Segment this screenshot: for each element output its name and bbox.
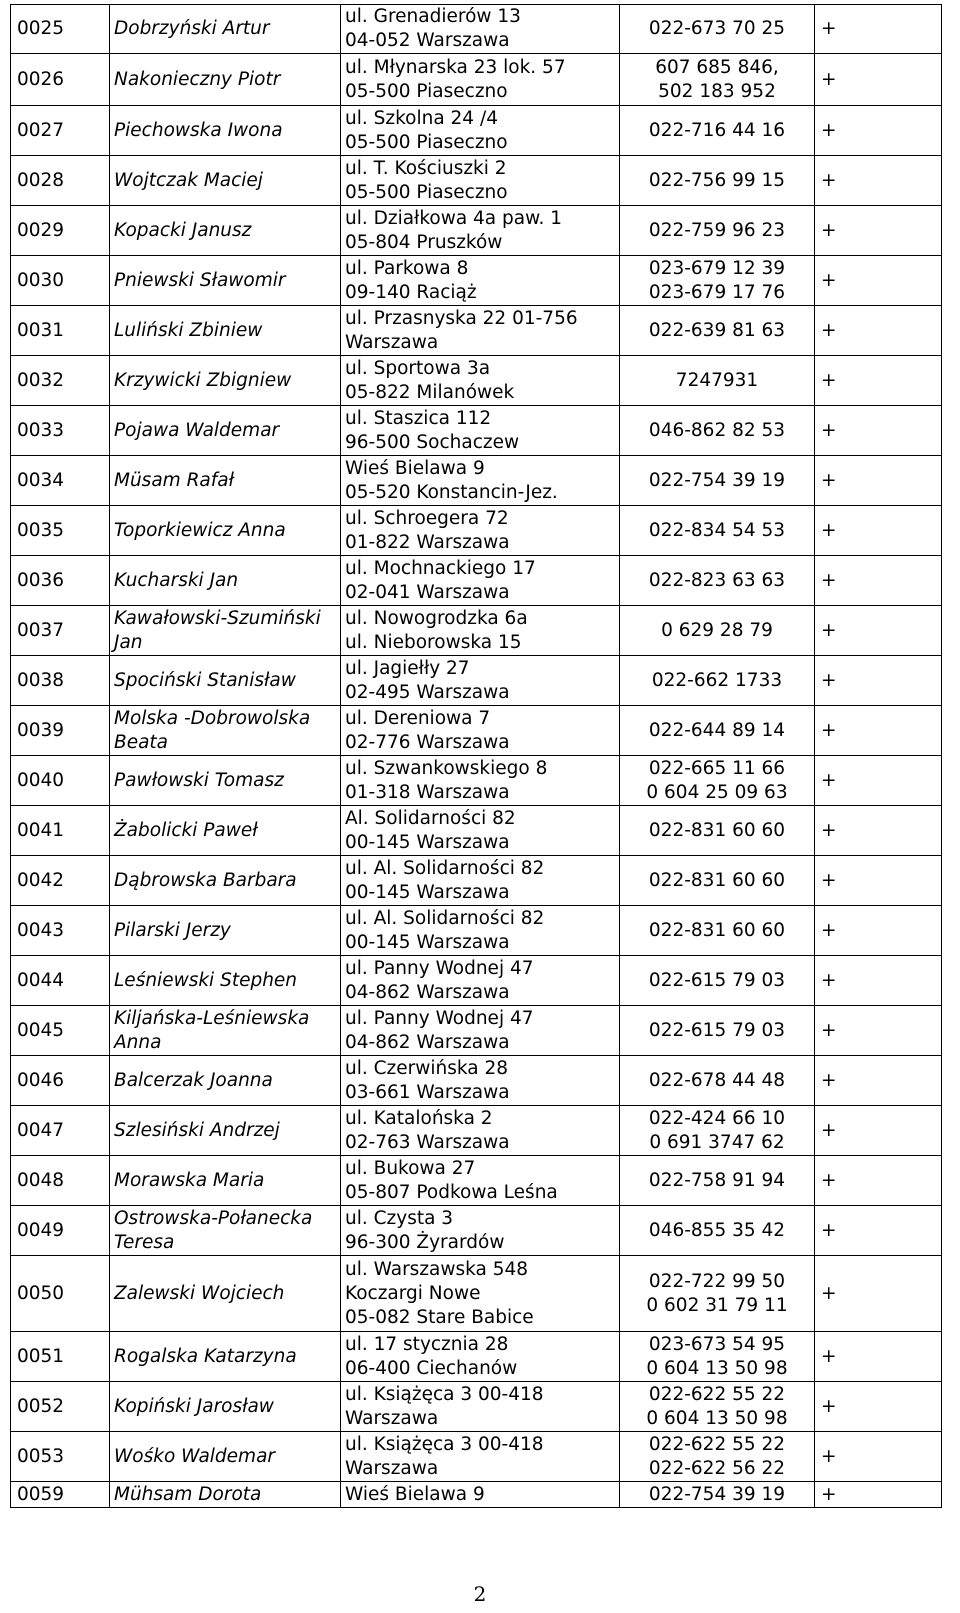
member-phone: 046-862 82 53	[620, 406, 815, 456]
table-row	[11, 1256, 942, 1332]
member-name: Pilarski Jerzy	[110, 906, 341, 956]
table-row	[11, 706, 942, 756]
member-address: ul. Staszica 112 96-500 Sochaczew	[341, 406, 620, 456]
table-row	[11, 806, 942, 856]
row-number: 0045	[11, 1006, 110, 1056]
member-address: Wieś Bielawa 9	[341, 1482, 620, 1508]
row-number: 0036	[11, 556, 110, 606]
member-name: Spociński Stanisław	[110, 656, 341, 706]
member-phone: 022-622 55 22 0 604 13 50 98	[620, 1382, 815, 1432]
member-mark: +	[815, 1382, 942, 1432]
member-phone: 022-644 89 14	[620, 706, 815, 756]
member-mark: +	[815, 706, 942, 756]
table-row	[11, 306, 942, 356]
table-row	[11, 906, 942, 956]
member-name: Zalewski Wojciech	[110, 1256, 341, 1332]
member-address: ul. Mochnackiego 17 02-041 Warszawa	[341, 556, 620, 606]
member-phone: 023-679 12 39 023-679 17 76	[620, 256, 815, 306]
member-mark: +	[815, 1106, 942, 1156]
member-mark: +	[815, 106, 942, 156]
row-number: 0059	[11, 1482, 110, 1508]
member-name: Rogalska Katarzyna	[110, 1332, 341, 1382]
member-name: Pojawa Waldemar	[110, 406, 341, 456]
member-address: Al. Solidarności 82 00-145 Warszawa	[341, 806, 620, 856]
member-address: ul. Al. Solidarności 82 00-145 Warszawa	[341, 906, 620, 956]
member-address: ul. Parkowa 8 09-140 Raciąż	[341, 256, 620, 306]
member-name: Szlesiński Andrzej	[110, 1106, 341, 1156]
member-phone: 022-722 99 50 0 602 31 79 11	[620, 1256, 815, 1332]
member-phone: 022-831 60 60	[620, 806, 815, 856]
table-row	[11, 656, 942, 706]
table-row	[11, 106, 942, 156]
member-phone: 022-756 99 15	[620, 156, 815, 206]
row-number: 0030	[11, 256, 110, 306]
row-number: 0043	[11, 906, 110, 956]
table-row	[11, 1382, 942, 1432]
member-phone: 022-673 70 25	[620, 5, 815, 54]
member-mark: +	[815, 806, 942, 856]
member-mark: +	[815, 1056, 942, 1106]
member-address: ul. Katalońska 2 02-763 Warszawa	[341, 1106, 620, 1156]
member-name: Müsam Rafał	[110, 456, 341, 506]
row-number: 0034	[11, 456, 110, 506]
row-number: 0047	[11, 1106, 110, 1156]
row-number: 0025	[11, 5, 110, 54]
member-address: ul. Szwankowskiego 8 01-318 Warszawa	[341, 756, 620, 806]
member-address: ul. Młynarska 23 lok. 57 05-500 Piaseczno	[341, 54, 620, 106]
member-list-document	[10, 4, 942, 1508]
member-address: ul. Dereniowa 7 02-776 Warszawa	[341, 706, 620, 756]
row-number: 0051	[11, 1332, 110, 1382]
member-mark: +	[815, 256, 942, 306]
table-row	[11, 356, 942, 406]
row-number: 0028	[11, 156, 110, 206]
table-row	[11, 206, 942, 256]
member-address: ul. Sportowa 3a 05-822 Milanówek	[341, 356, 620, 406]
member-name: Kiljańska-Leśniewska Anna	[110, 1006, 341, 1056]
member-mark: +	[815, 906, 942, 956]
member-mark: +	[815, 306, 942, 356]
member-name: Krzywicki Zbigniew	[110, 356, 341, 406]
row-number: 0048	[11, 1156, 110, 1206]
table-row	[11, 1206, 942, 1256]
member-mark: +	[815, 956, 942, 1006]
member-address: ul. Bukowa 27 05-807 Podkowa Leśna	[341, 1156, 620, 1206]
member-name: Balcerzak Joanna	[110, 1056, 341, 1106]
member-mark: +	[815, 1432, 942, 1482]
member-address: ul. Nowogrodzka 6a ul. Nieborowska 15	[341, 606, 620, 656]
member-mark: +	[815, 206, 942, 256]
member-name: Ostrowska-Połanecka Teresa	[110, 1206, 341, 1256]
member-mark: +	[815, 756, 942, 806]
row-number: 0029	[11, 206, 110, 256]
member-phone: 022-424 66 10 0 691 3747 62	[620, 1106, 815, 1156]
member-phone: 022-639 81 63	[620, 306, 815, 356]
member-name: Dąbrowska Barbara	[110, 856, 341, 906]
member-mark: +	[815, 606, 942, 656]
member-address: ul. Przasnyska 22 01-756 Warszawa	[341, 306, 620, 356]
member-address: ul. Książęca 3 00-418 Warszawa	[341, 1432, 620, 1482]
member-phone: 0 629 28 79	[620, 606, 815, 656]
member-address: ul. Książęca 3 00-418 Warszawa	[341, 1382, 620, 1432]
member-address: ul. T. Kościuszki 2 05-500 Piaseczno	[341, 156, 620, 206]
member-name: Nakonieczny Piotr	[110, 54, 341, 106]
row-number: 0052	[11, 1382, 110, 1432]
member-mark: +	[815, 5, 942, 54]
row-number: 0044	[11, 956, 110, 1006]
member-mark: +	[815, 506, 942, 556]
member-mark: +	[815, 1482, 942, 1508]
row-number: 0037	[11, 606, 110, 656]
member-address: ul. Warszawska 548 Koczargi Nowe 05-082 Stare Babice	[341, 1256, 620, 1332]
table-row	[11, 856, 942, 906]
member-phone: 022-716 44 16	[620, 106, 815, 156]
member-address: ul. Działkowa 4a paw. 1 05-804 Pruszków	[341, 206, 620, 256]
member-phone: 022-615 79 03	[620, 1006, 815, 1056]
member-phone: 022-831 60 60	[620, 906, 815, 956]
table-row	[11, 1332, 942, 1382]
member-name: Mühsam Dorota	[110, 1482, 341, 1508]
member-mark: +	[815, 1156, 942, 1206]
row-number: 0050	[11, 1256, 110, 1332]
member-address: ul. Czerwińska 28 03-661 Warszawa	[341, 1056, 620, 1106]
member-phone: 022-834 54 53	[620, 506, 815, 556]
member-name: Toporkiewicz Anna	[110, 506, 341, 556]
member-mark: +	[815, 1206, 942, 1256]
member-name: Kucharski Jan	[110, 556, 341, 606]
member-name: Wojtczak Maciej	[110, 156, 341, 206]
member-address: ul. Schroegera 72 01-822 Warszawa	[341, 506, 620, 556]
member-phone: 022-615 79 03	[620, 956, 815, 1006]
table-row	[11, 1432, 942, 1482]
member-mark: +	[815, 456, 942, 506]
member-phone: 023-673 54 95 0 604 13 50 98	[620, 1332, 815, 1382]
row-number: 0031	[11, 306, 110, 356]
member-mark: +	[815, 556, 942, 606]
member-phone: 022-823 63 63	[620, 556, 815, 606]
row-number: 0053	[11, 1432, 110, 1482]
row-number: 0027	[11, 106, 110, 156]
table-row	[11, 406, 942, 456]
member-table	[10, 4, 942, 1508]
member-phone: 022-754 39 19	[620, 456, 815, 506]
member-name: Piechowska Iwona	[110, 106, 341, 156]
table-row	[11, 606, 942, 656]
member-address: ul. Czysta 3 96-300 Żyrardów	[341, 1206, 620, 1256]
member-mark: +	[815, 156, 942, 206]
member-mark: +	[815, 656, 942, 706]
member-address: ul. Panny Wodnej 47 04-862 Warszawa	[341, 1006, 620, 1056]
member-mark: +	[815, 356, 942, 406]
table-row	[11, 956, 942, 1006]
member-phone: 022-758 91 94	[620, 1156, 815, 1206]
row-number: 0049	[11, 1206, 110, 1256]
member-phone: 022-831 60 60	[620, 856, 815, 906]
table-row	[11, 1482, 942, 1508]
member-mark: +	[815, 1006, 942, 1056]
table-row	[11, 256, 942, 306]
member-name: Wośko Waldemar	[110, 1432, 341, 1482]
member-address: ul. Al. Solidarności 82 00-145 Warszawa	[341, 856, 620, 906]
member-mark: +	[815, 1332, 942, 1382]
member-name: Leśniewski Stephen	[110, 956, 341, 1006]
row-number: 0032	[11, 356, 110, 406]
table-row	[11, 1106, 942, 1156]
row-number: 0041	[11, 806, 110, 856]
member-phone: 022-759 96 23	[620, 206, 815, 256]
table-row	[11, 556, 942, 606]
member-name: Pniewski Sławomir	[110, 256, 341, 306]
member-phone: 022-665 11 66 0 604 25 09 63	[620, 756, 815, 806]
member-phone: 022-662 1733	[620, 656, 815, 706]
member-mark: +	[815, 406, 942, 456]
table-row	[11, 1006, 942, 1056]
member-name: Kopiński Jarosław	[110, 1382, 341, 1432]
table-row	[11, 756, 942, 806]
row-number: 0042	[11, 856, 110, 906]
member-address: ul. Panny Wodnej 47 04-862 Warszawa	[341, 956, 620, 1006]
table-row	[11, 456, 942, 506]
row-number: 0035	[11, 506, 110, 556]
member-address: ul. Jagiełły 27 02-495 Warszawa	[341, 656, 620, 706]
table-row	[11, 1156, 942, 1206]
member-mark: +	[815, 54, 942, 106]
table-row	[11, 156, 942, 206]
member-address: Wieś Bielawa 9 05-520 Konstancin-Jez.	[341, 456, 620, 506]
member-phone: 7247931	[620, 356, 815, 406]
page-number: 2	[473, 1582, 487, 1606]
member-name: Pawłowski Tomasz	[110, 756, 341, 806]
member-name: Morawska Maria	[110, 1156, 341, 1206]
member-mark: +	[815, 856, 942, 906]
member-phone: 607 685 846, 502 183 952	[620, 54, 815, 106]
member-address: ul. Szkolna 24 /4 05-500 Piaseczno	[341, 106, 620, 156]
table-row	[11, 5, 942, 54]
member-address: ul. Grenadierów 13 04-052 Warszawa	[341, 5, 620, 54]
table-row	[11, 506, 942, 556]
member-name: Żabolicki Paweł	[110, 806, 341, 856]
member-name: Luliński Zbiniew	[110, 306, 341, 356]
member-phone: 022-754 39 19	[620, 1482, 815, 1508]
member-phone: 022-622 55 22 022-622 56 22	[620, 1432, 815, 1482]
member-table-body	[11, 5, 942, 1508]
row-number: 0040	[11, 756, 110, 806]
row-number: 0026	[11, 54, 110, 106]
row-number: 0038	[11, 656, 110, 706]
member-phone: 046-855 35 42	[620, 1206, 815, 1256]
member-phone: 022-678 44 48	[620, 1056, 815, 1106]
table-row	[11, 1056, 942, 1106]
member-mark: +	[815, 1256, 942, 1332]
member-name: Molska -Dobrowolska Beata	[110, 706, 341, 756]
row-number: 0033	[11, 406, 110, 456]
member-address: ul. 17 stycznia 28 06-400 Ciechanów	[341, 1332, 620, 1382]
row-number: 0039	[11, 706, 110, 756]
member-name: Kopacki Janusz	[110, 206, 341, 256]
member-name: Kawałowski-Szumiński Jan	[110, 606, 341, 656]
table-row	[11, 54, 942, 106]
member-name: Dobrzyński Artur	[110, 5, 341, 54]
row-number: 0046	[11, 1056, 110, 1106]
